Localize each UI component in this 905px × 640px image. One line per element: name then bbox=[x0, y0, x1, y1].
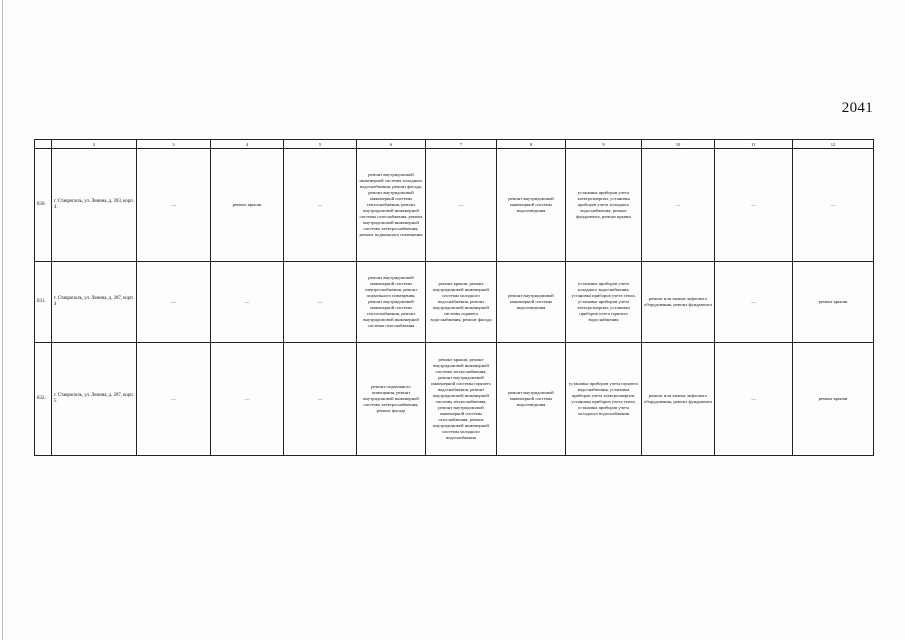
work-cell: ремонт подвального помещения, ремонт внутридомовой инженерной системы электроснабжения, ремонт фасада bbox=[357, 343, 426, 456]
header-cell: 3 bbox=[137, 140, 211, 149]
dash-cell: — bbox=[715, 262, 793, 343]
header-cell: 7 bbox=[426, 140, 497, 149]
work-cell: ремонт крыши bbox=[793, 262, 874, 343]
header-cell bbox=[35, 140, 52, 149]
header-cell: 6 bbox=[357, 140, 426, 149]
header-cell: 12 bbox=[793, 140, 874, 149]
dash-cell: — bbox=[793, 149, 874, 262]
row-number: 830. bbox=[35, 149, 52, 262]
work-cell: ремонт крыши, ремонт внутридомовой инженерной системы холодного водоснабжения, ремонт внутридомовой инженерной системы горячего водоснабжения, ремонт фасада bbox=[426, 262, 497, 343]
dash-cell: — bbox=[284, 343, 357, 456]
work-cell: ремонт внутридомовой инженерной системы водоотведения bbox=[497, 343, 566, 456]
header-cell: 9 bbox=[566, 140, 642, 149]
row-number: 831. bbox=[35, 262, 52, 343]
table-row bbox=[35, 149, 874, 262]
dash-cell: — bbox=[715, 343, 793, 456]
work-cell: установка приборов учета холодного водоснабжения, установка приборов учета тепла, установка приборов учета электроэнергии, установка приборов учета горячего водоснабжения bbox=[566, 262, 642, 343]
work-cell: ремонт внутридомовой инженерной системы водоотведения bbox=[497, 262, 566, 343]
work-cell: ремонт внутридомовой инженерной системы водоотведения bbox=[497, 149, 566, 262]
work-cell: установка приборов учета горячего водоснабжения, установка приборов учета электроэнергии, установка приборов учета тепла, установка приборов учета холодного водоснабжения bbox=[566, 343, 642, 456]
table-row bbox=[35, 262, 874, 343]
header-cell: 5 bbox=[284, 140, 357, 149]
header-cell: 4 bbox=[211, 140, 284, 149]
work-cell: установка приборов учета электроэнергии, установка приборов учета холодного водоснабжения, ремонт фундамента, ремонт крыши bbox=[566, 149, 642, 262]
address-cell: г. Ставрополь, ул. Ленина, д. 287, корп. 5 bbox=[52, 343, 137, 456]
work-cell: ремонт внутридомовой инженерной системы холодного водоснабжения, ремонт фасада, ремонт внутридомовой инженерной системы теплоснабжения, ремонт внутридомовой инженерной системы газоснабжения, ремонт внутридомовой инженерной системы электроснабжения, ремонт подвального помещения bbox=[357, 149, 426, 262]
work-cell: ремонт крыши, ремонт внутридомовой инженерной системы теплоснабжения, ремонт внутридомовой инженерной системы горячего водоснабжения, ремонт внутридомовой инженерной системы теплоснабжения, ремонт внутридомовой инженерной системы газоснабжения, ремонт внутридомовой инженерной системы холодного водоснабжения bbox=[426, 343, 497, 456]
dash-cell: — bbox=[137, 149, 211, 262]
page-edge bbox=[2, 0, 3, 640]
work-cell: ремонт внутридомовой инженерной системы электроснабжения, ремонт подвального помещения, ремонт внутридомовой инженерной системы теплоснабжения, ремонт внутридомовой инженерной системы газоснабжения bbox=[357, 262, 426, 343]
work-cell: ремонт или замена лифтового оборудования, ремонт фундамента bbox=[642, 262, 715, 343]
dash-cell: — bbox=[642, 149, 715, 262]
header-cell: 10 bbox=[642, 140, 715, 149]
work-schedule-table bbox=[34, 139, 874, 456]
work-cell: ремонт крыши bbox=[793, 343, 874, 456]
header-cell: 2 bbox=[52, 140, 137, 149]
dash-cell: — bbox=[715, 149, 793, 262]
header-cell: 11 bbox=[715, 140, 793, 149]
work-cell: ремонт или замена лифтового оборудования, ремонт фундамента bbox=[642, 343, 715, 456]
dash-cell: — bbox=[211, 262, 284, 343]
dash-cell: — bbox=[137, 262, 211, 343]
table-header-row bbox=[35, 140, 874, 149]
dash-cell: — bbox=[137, 343, 211, 456]
dash-cell: — bbox=[426, 149, 497, 262]
address-cell: г. Ставрополь, ул. Ленина, д. 283, корп. 4 bbox=[52, 149, 137, 262]
row-number: 832. bbox=[35, 343, 52, 456]
dash-cell: — bbox=[284, 149, 357, 262]
address-cell: г. Ставрополь, ул. Ленина, д. 287, корп. 4 bbox=[52, 262, 137, 343]
table-row bbox=[35, 343, 874, 456]
work-cell: ремонт крыши bbox=[211, 149, 284, 262]
header-cell: 8 bbox=[497, 140, 566, 149]
dash-cell: — bbox=[211, 343, 284, 456]
page-number: 2041 bbox=[841, 100, 873, 116]
dash-cell: — bbox=[284, 262, 357, 343]
